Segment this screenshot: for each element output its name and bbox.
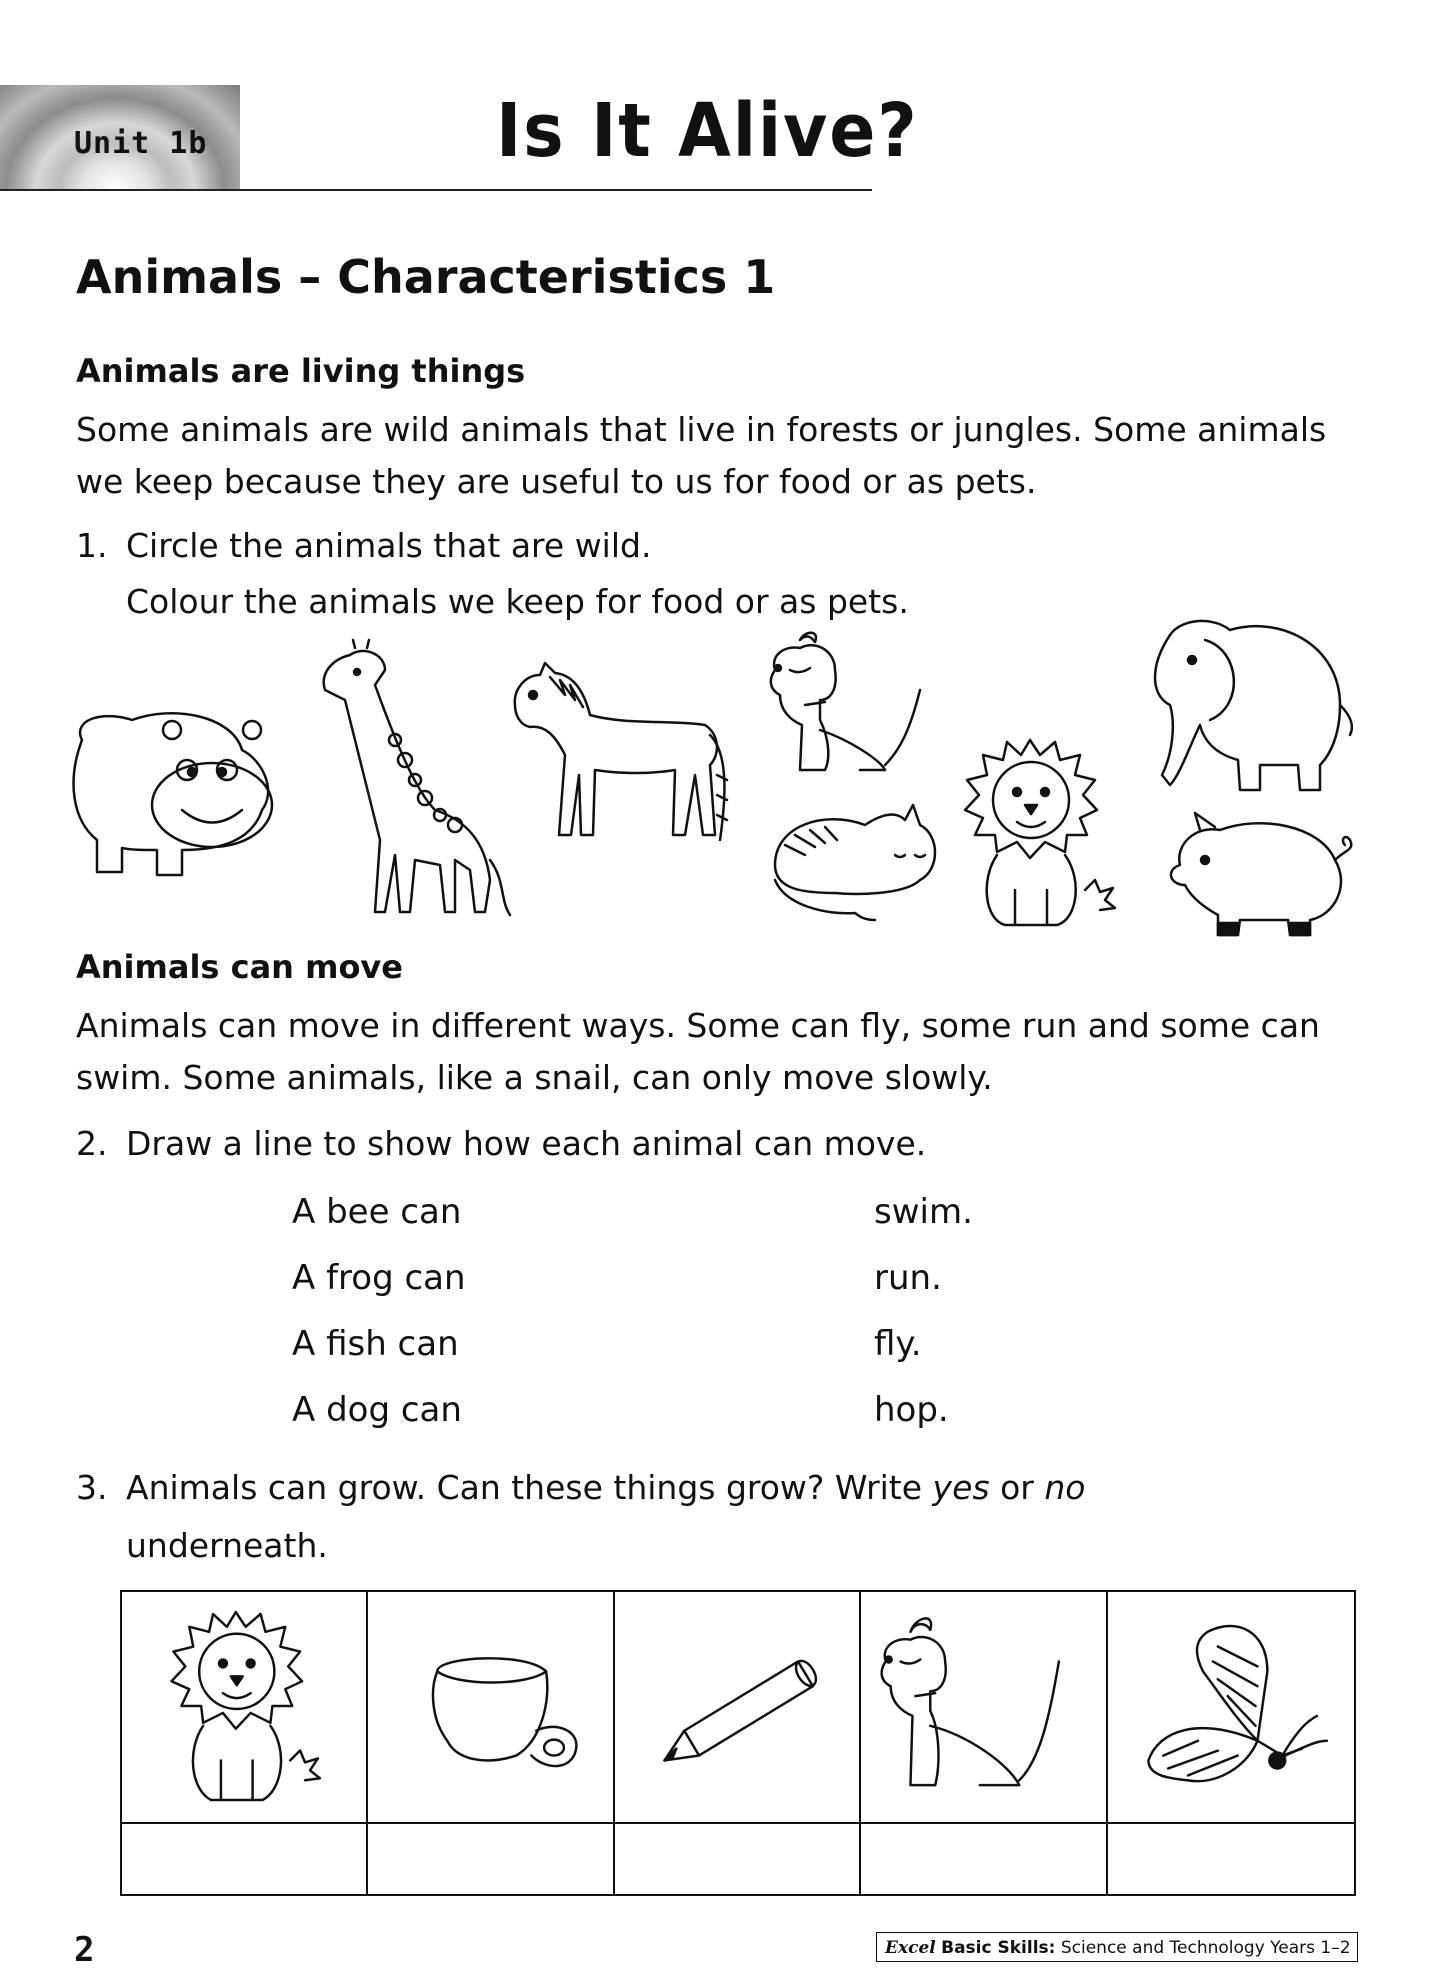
elephant-icon xyxy=(1110,615,1360,795)
footer-credit xyxy=(876,1932,1358,1962)
match-left-1: A bee can xyxy=(292,1192,462,1232)
question-text: Draw a line to show how each animal can move. xyxy=(126,1124,927,1163)
match-right-1: swim. xyxy=(874,1192,973,1232)
lion-icon xyxy=(122,1592,366,1822)
word-yes: yes xyxy=(932,1468,990,1507)
picture-cell-pencil xyxy=(615,1592,861,1824)
paragraph-can-move: Animals can move in different ways. Some can fly, some run and some can swim. Some animals, like a snail, can only move slowly. xyxy=(76,1006,1320,1097)
match-left-3: A fish can xyxy=(292,1324,459,1364)
grow-table xyxy=(120,1590,1356,1896)
question-text: Circle the animals that are wild. xyxy=(126,526,652,565)
answer-cell-2[interactable] xyxy=(368,1824,614,1894)
question-number: 3. xyxy=(76,1468,108,1507)
question-1-line2: Colour the animals we keep for food or as pets. xyxy=(126,582,909,621)
giraffe-icon xyxy=(305,640,525,920)
heading-can-move: Animals can move xyxy=(76,948,403,986)
match-right-2: run. xyxy=(874,1258,942,1298)
question-number: 1. xyxy=(76,526,108,565)
question-2 xyxy=(76,1118,926,1170)
lion-icon xyxy=(945,730,1120,930)
picture-cell-cup xyxy=(368,1592,614,1824)
page-title: Is It Alive? xyxy=(496,88,919,174)
paragraph-living-things: Some animals are wild animals that live in forests or jungles. Some animals we keep because they are useful to us for food or as pets. xyxy=(76,410,1327,501)
answer-cell-3[interactable] xyxy=(615,1824,861,1894)
question-3 xyxy=(76,1462,1085,1514)
section-title: Animals – Characteristics 1 xyxy=(76,250,776,304)
dog-icon xyxy=(760,630,935,780)
question-number: 2. xyxy=(76,1124,108,1163)
footer-series: Basic Skills: xyxy=(941,1938,1056,1958)
butterfly-icon xyxy=(1108,1592,1354,1822)
word-or: or xyxy=(989,1468,1045,1507)
match-left-2: A frog can xyxy=(292,1258,466,1298)
word-no: no xyxy=(1044,1468,1086,1507)
picture-cell-lion xyxy=(122,1592,368,1824)
picture-cell-dog xyxy=(861,1592,1107,1824)
heading-living-things: Animals are living things xyxy=(76,352,526,390)
horse-icon xyxy=(505,655,735,855)
pig-icon xyxy=(1160,805,1360,945)
hippo-icon xyxy=(62,700,292,880)
header-divider xyxy=(0,189,872,191)
picture-cell-butterfly xyxy=(1108,1592,1354,1824)
page-number: 2 xyxy=(74,1930,95,1970)
answer-cell-4[interactable] xyxy=(861,1824,1107,1894)
dog-icon xyxy=(861,1592,1105,1822)
answer-cell-1[interactable] xyxy=(122,1824,368,1894)
cat-icon xyxy=(765,785,945,925)
question-text: Animals can grow. Can these things grow? Write xyxy=(126,1468,933,1507)
match-right-4: hop. xyxy=(874,1390,949,1430)
match-left-4: A dog can xyxy=(292,1390,462,1430)
pencil-icon xyxy=(615,1592,859,1822)
footer-brand: Excel xyxy=(885,1938,936,1958)
unit-label: Unit 1b xyxy=(74,126,208,161)
footer-subject: Science and Technology Years 1–2 xyxy=(1060,1938,1351,1958)
match-right-3: fly. xyxy=(874,1324,922,1364)
cup-icon xyxy=(368,1592,612,1822)
question-1 xyxy=(76,520,651,572)
question-3-line2: underneath. xyxy=(126,1526,328,1565)
answer-cell-5[interactable] xyxy=(1108,1824,1354,1894)
